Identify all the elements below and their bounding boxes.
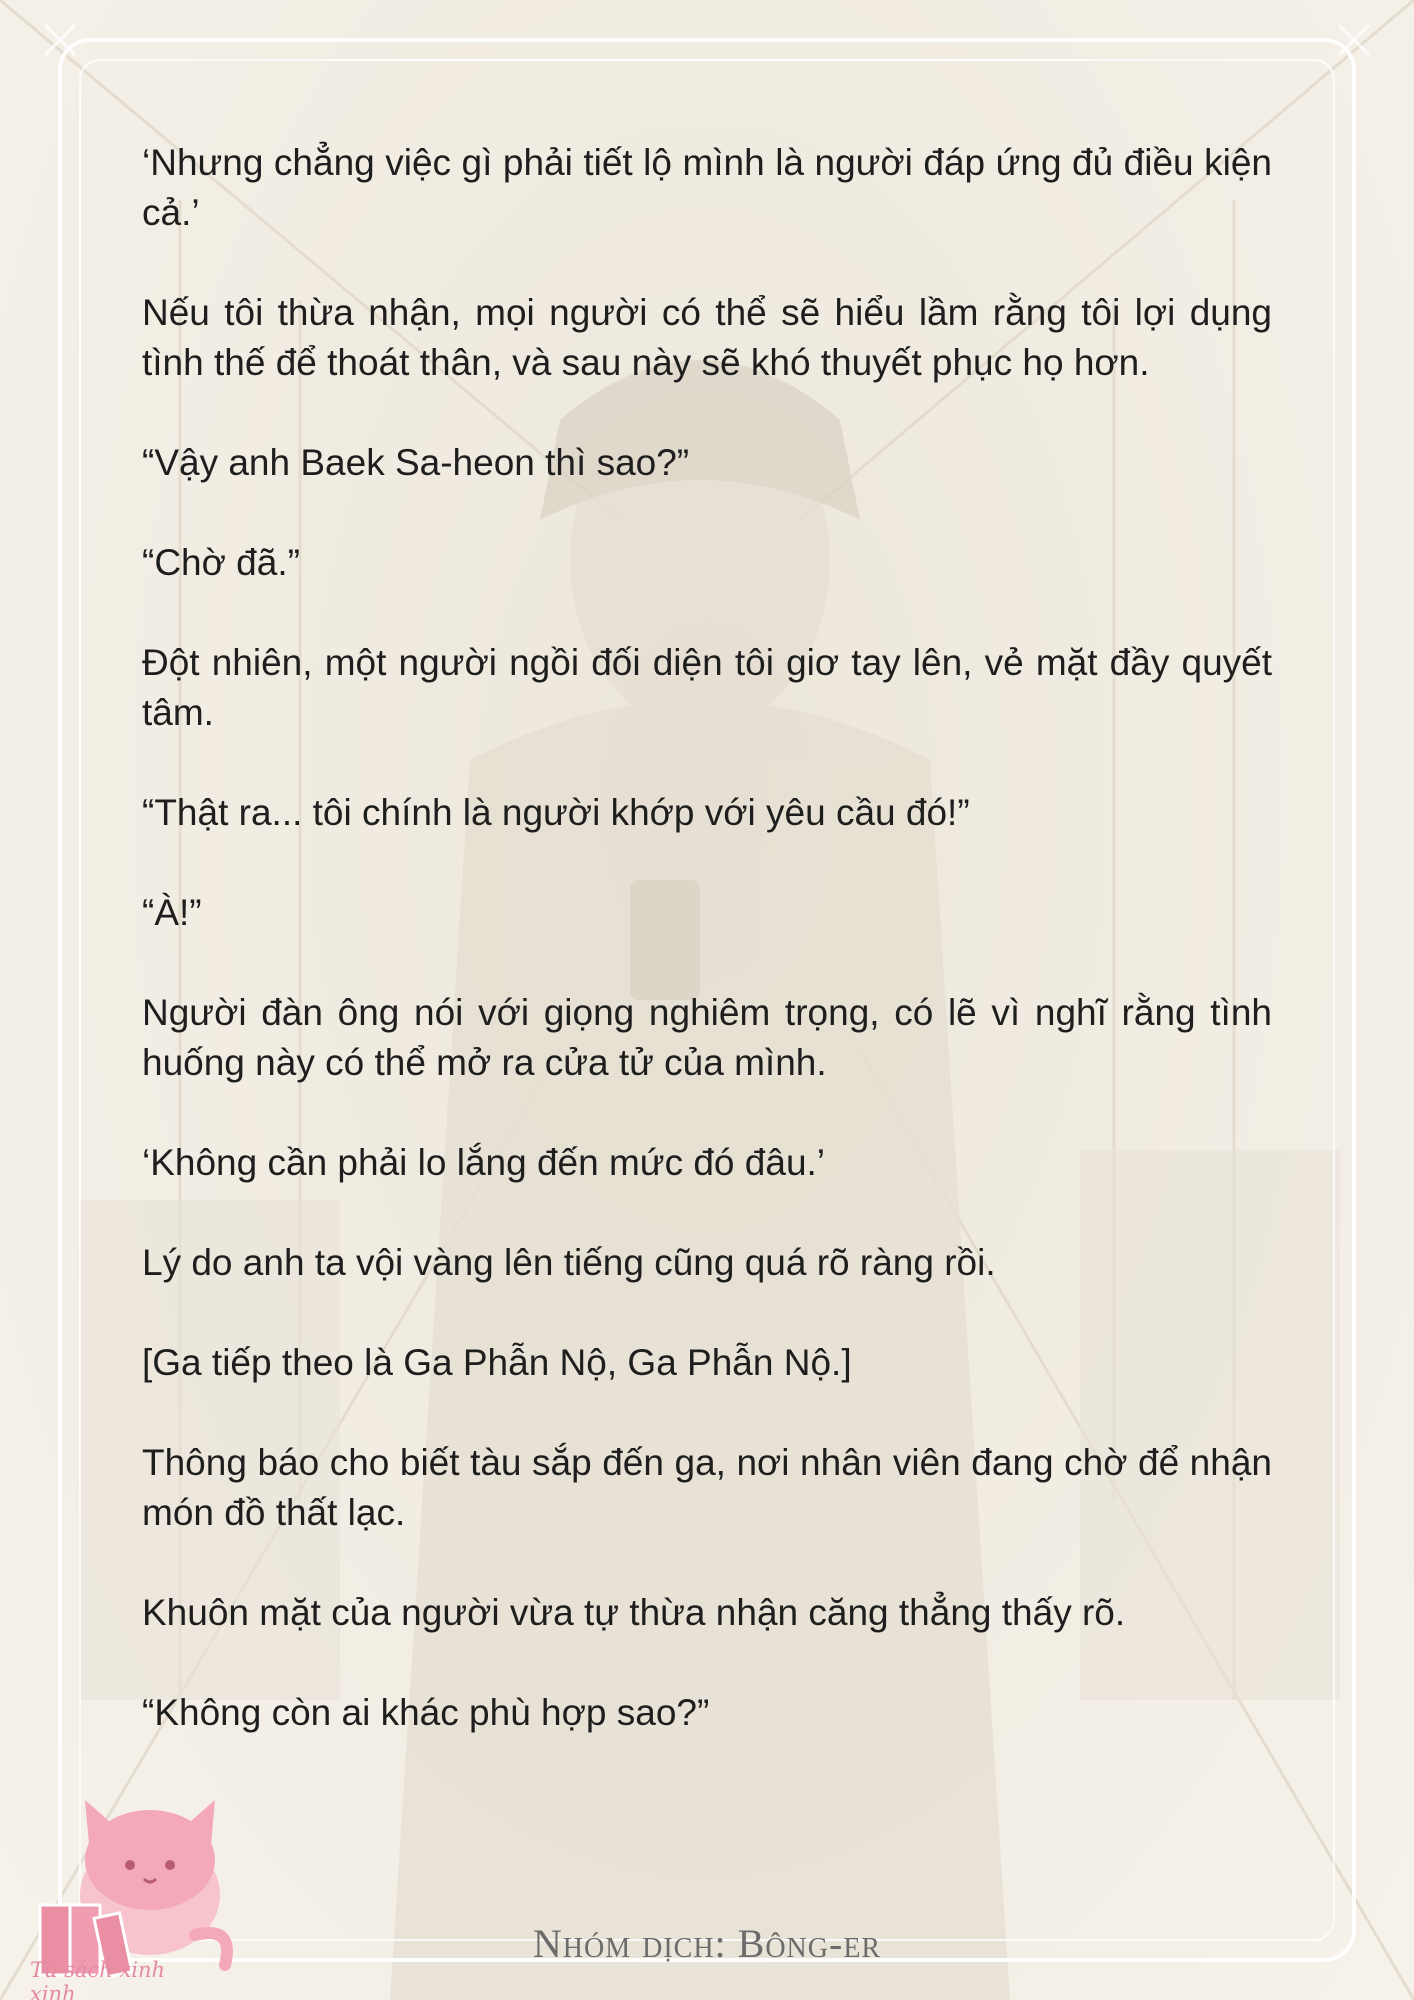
- paragraph: ‘Không cần phải lo lắng đến mức đó đâu.’: [142, 1142, 826, 1183]
- paragraph: “Không còn ai khác phù hợp sao?”: [142, 1692, 710, 1733]
- paragraph: [Ga tiếp theo là Ga Phẫn Nộ, Ga Phẫn Nộ.]: [142, 1342, 852, 1383]
- paragraph: Thông báo cho biết tàu sắp đến ga, nơi nhân viên đang chờ để nhận món đồ thất lạc.: [142, 1442, 1272, 1533]
- paragraph: “Chờ đã.”: [142, 542, 300, 583]
- translation-credit: Nhóm dịch: Bông-er: [532, 1921, 882, 1966]
- logo-text: Tủ sách xinh xinh: [30, 1958, 166, 2000]
- paragraph: ‘Nhưng chẳng việc gì phải tiết lộ mình là người đáp ứng đủ điều kiện cả.’: [142, 142, 1272, 233]
- paragraph: Lý do anh ta vội vàng lên tiếng cũng quá rõ ràng rồi.: [142, 1242, 996, 1283]
- paragraph: Đột nhiên, một người ngồi đối diện tôi giơ tay lên, vẻ mặt đầy quyết tâm.: [142, 642, 1272, 733]
- paragraph: “À!”: [142, 892, 202, 933]
- paragraph: Người đàn ông nói với giọng nghiêm trọng, có lẽ vì nghĩ rằng tình huống này có thể mở ra cửa tử của mình.: [142, 992, 1272, 1083]
- paragraph: Khuôn mặt của người vừa tự thừa nhận căng thẳng thấy rõ.: [142, 1592, 1126, 1633]
- paragraph: “Thật ra... tôi chính là người khớp với yêu cầu đó!”: [142, 792, 970, 833]
- paragraph: Nếu tôi thừa nhận, mọi người có thể sẽ hiểu lầm rằng tôi lợi dụng tình thế để thoát thân, và sau này sẽ khó thuyết phục họ hơn.: [142, 292, 1272, 383]
- article-body: [142, 138, 1272, 1788]
- paragraph: “Vậy anh Baek Sa-heon thì sao?”: [142, 442, 690, 483]
